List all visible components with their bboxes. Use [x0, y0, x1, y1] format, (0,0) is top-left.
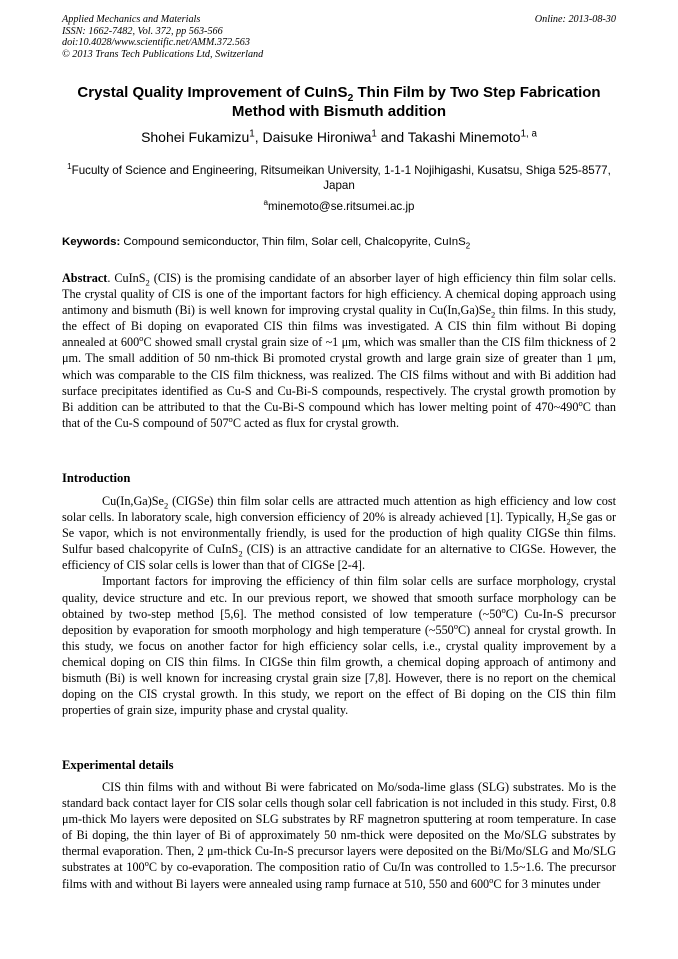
affiliation: $^1$Fuculty of Science and Engineering, Ritsumeikan University, 1-1-1 Nojihigashi, Kusatsu, Shiga 525-8577, Japan	[67, 162, 611, 192]
section-heading-introduction: Introduction	[62, 471, 131, 485]
introduction-text	[62, 493, 616, 718]
keywords-label: Keywords:	[62, 236, 121, 248]
experimental-paragraph: CIS thin films with and without Bi were fabricated on Mo/soda-lime glass (SLG) substrates. Mo is the standard back contact layer for CIS solar cells though solar cell fabrication is not included in this study. First, 0.8 μm-thick Mo layers were deposited on SLG substrates by RF magnetron sputtering at room temperature. In case of Bi doping, the thin layer of Bi of approximately 50 nm-thick were deposited on the Mo/SLG substrates by thermal evaporation. Then, 2 μm-thick Cu-In-S precursor layers were deposited on the Bi/Mo/SLG and Mo/SLG substrates at 100$^o$C by co-evaporation. The composition ratio of Cu/In was controlled to 1.5~1.6. The precursor films with and without Bi layers were annealed using ramp furnace at 510, 550 and 600$^o$C for 3 minutes under	[62, 780, 616, 891]
abstract-label: Abstract	[62, 271, 108, 285]
paper-title: Crystal Quality Improvement of CuInS$_2$ Thin Film by Two Step Fabrication Method with Bismuth addition	[77, 84, 601, 120]
author-list: Shohei Fukamizu$^1$, Daisuke Hironiwa$^1$ and Takashi Minemoto$^{1, a}$	[141, 128, 537, 145]
journal-name: Applied Mechanics and Materials	[62, 14, 201, 25]
intro-paragraph: Important factors for improving the efficiency of thin film solar cells are surface morphology, crystal quality, device structure and etc. In our previous report, we showed that smooth surface morphology can be obtained by two-step method [5,6]. The method consisted of low temperature (~50$^o$C) Cu-In-S precursor deposition by evaporation for smooth morphology and high temperature (~550$^o$C) anneal for crystal growth. In this study, we focus on another factor for high efficiency solar cells, i.e., crystal quality improvement by a chemical doping on CIS thin films. In CIGSe thin film growth, a chemical doping approach of antimony and bismuth (Bi) is well known for increasing crystal grain size [7,8]. However, there is no report on the chemical doping on the CIS crystal growth. In this study, we report on the effect of Bi doping on the CIS thin film properties of grain size, impurity phase and crystal quality.	[62, 574, 616, 718]
online-date: Online: 2013-08-30	[534, 14, 616, 25]
intro-paragraph: $Cu(In,Ga)Se_2$ (CIGSe) thin film solar cells are attracted much attention as high efficiency and low cost solar cells. In laboratory scale, high conversion efficiency of 20% is already achieved [1]. Typically, $H_2Se$ gas or Se vapor, which is not environmentally friendly, is used for the production of high quality CIGSe thin films. Sulfur based chalcopyrite of CuInS$_2$ (CIS) is an attractive candidate for an alternative to CIGSe. However, the efficiency of CIS solar cells is lower than that of CIGSe [2-4].	[62, 494, 617, 573]
abstract: Abstract. CuInS$_2$ (CIS) is the promising candidate of an absorber layer of high efficiency thin film solar cells. The crystal quality of CIS is one of the important factors for high efficiency. A chemical doping approach using antimony and bismuth (Bi) is well known for improving crystal quality in $Cu(In,Ga)Se_2$ thin films. In this study, the effect of Bi doping on evaporated CIS thin films was investigated. A CIS thin film without Bi doping annealed at 600$^o$C showed small crystal grain size of ~1 μm, which was smaller than the CIS film thickness of 2 μm. The small addition of 50 nm-thick Bi promoted crystal growth and large grain size of greater than 1 μm, which was comparable to the CIS film thickness, was realized. The CIS films without and with Bi addition had surface precipitates identified as Cu-S and Cu-Bi-S compounds, respectively. The crystal growth promotion by Bi addition can be attributed to that the Cu-Bi-S compound which has lower melting point of 470~490$^o$C than that of the Cu-S compound of 507$^o$C acted as flux for crystal growth.	[62, 271, 616, 430]
experimental-text	[62, 779, 616, 892]
author-email: $^a$minemoto@se.ritsumei.ac.jp	[263, 198, 415, 213]
copyright-line: © 2013 Trans Tech Publications Ltd, Switzerland	[62, 48, 264, 60]
journal-header	[62, 14, 263, 60]
keywords: Keywords: Compound semiconductor, Thin film, Solar cell, Chalcopyrite, CuInS$_2$	[62, 236, 471, 251]
issn-line: ISSN: 1662-7482, Vol. 372, pp 563-566	[62, 25, 223, 37]
section-heading-experimental: Experimental details	[62, 758, 174, 772]
doi-line: doi:10.4028/www.scientific.net/AMM.372.563	[62, 37, 250, 49]
